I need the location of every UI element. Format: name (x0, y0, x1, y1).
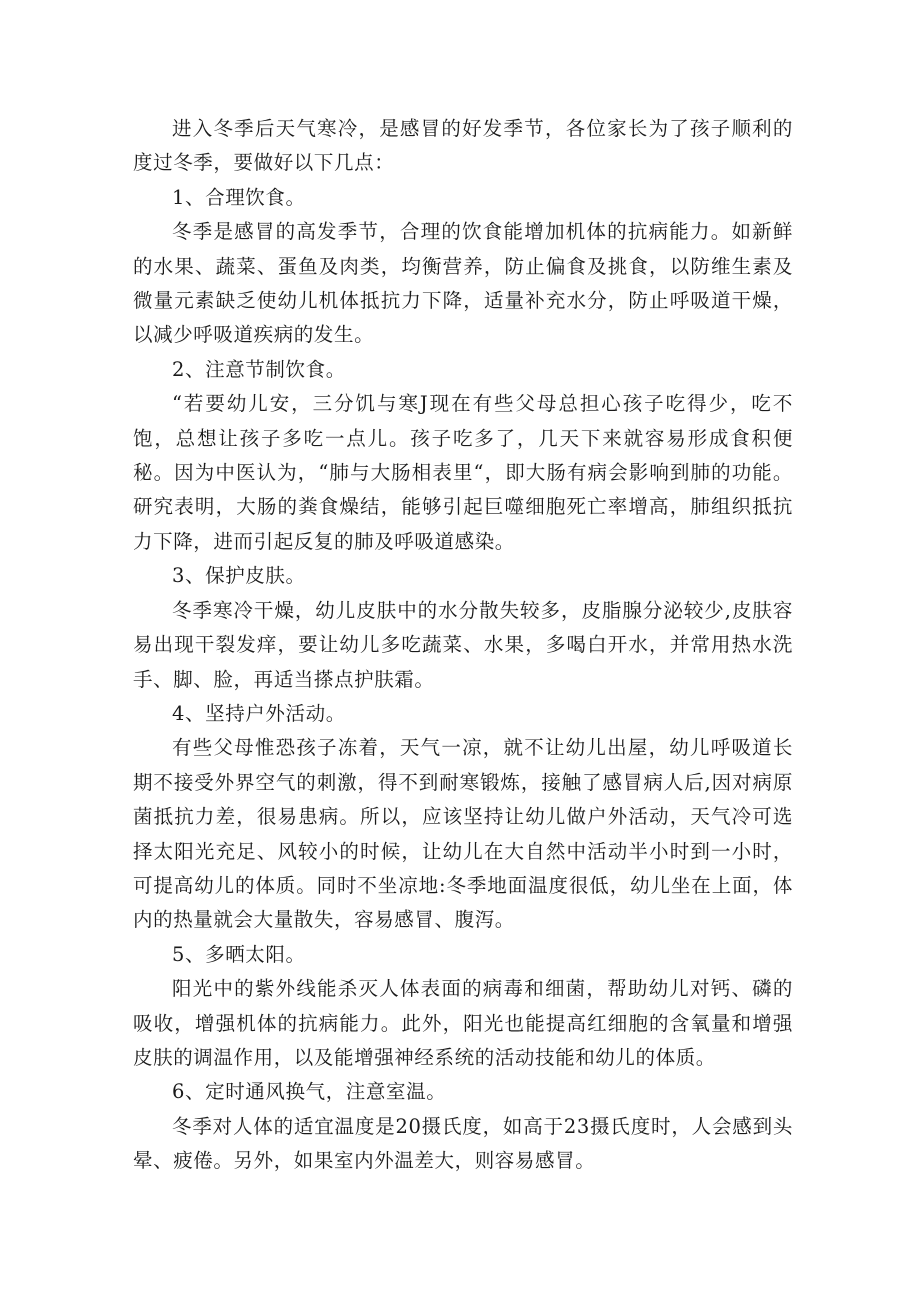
section-2-body: “若要幼儿安，三分饥与寒J现在有些父母总担心孩子吃得少，吃不饱，总想让孩子多吃一点儿。孩子吃多了，几天下来就容易形成食积便秘。因为中医认为，“肺与大肠相表里“，即大肠有病会影响到肺的功能。研究表明，大肠的粪食燥结，能够引起巨噬细胞死亡率增高，肺组织抵抗力下降，进而引起反复的肺及呼吸道感染。 (133, 392, 793, 553)
section-5-heading: 5、多晒太阳。 (172, 942, 306, 966)
section-1-body: 冬季是感冒的高发季节，合理的饮食能增加机体的抗病能力。如新鲜的水果、蔬菜、蛋鱼及肉类，均衡营养，防止偏食及挑食，以防维生素及微量元素缺乏使幼儿机体抵抗力下降，适量补充水分，防止呼吸道干燥，以减少呼吸道疾病的发生。 (133, 220, 793, 347)
section-2-heading: 2、注意节制饮食。 (172, 357, 346, 381)
section-5-body: 阳光中的紫外线能杀灭人体表面的病毒和细菌，帮助幼儿对钙、磷的吸收，增强机体的抗病能力。此外，阳光也能提高红细胞的含氧量和增强皮肤的调温作用，以及能增强神经系统的活动技能和幼儿的体质。 (133, 977, 793, 1069)
intro-paragraph: 进入冬季后天气寒冷，是感冒的好发季节，各位家长为了孩子顺利的度过冬季，要做好以下几点： (133, 117, 793, 175)
section-4-heading: 4、坚持户外活动。 (172, 701, 346, 725)
section-6-body: 冬季对人体的适宜温度是20摄氏度，如高于23摄氏度时，人会感到头晕、疲倦。另外，如果室内外温差大，则容易感冒。 (133, 1114, 793, 1173)
section-6-heading: 6、定时通风换气，注意室温。 (172, 1080, 447, 1104)
section-1-heading: 1、合理饮食。 (172, 185, 306, 209)
section-3-body: 冬季寒冷干燥，幼儿皮肤中的水分散失较多，皮脂腺分泌较少,皮肤容易出现干裂发痒，要让幼儿多吃蔬菜、水果，多喝白开水，并常用热水洗手、脚、脸，再适当搽点护肤霜。 (133, 598, 793, 691)
section-4-body: 有些父母惟恐孩子冻着，天气一凉，就不让幼儿出屋，幼儿呼吸道长期不接受外界空气的刺激，得不到耐寒锻炼，接触了感冒病人后,因对病原菌抵抗力差，很易患病。所以，应该坚持让幼儿做户外活动，天气冷可选择太阳光充足、风较小的时候，让幼儿在大自然中活动半小时到一小时，可提高幼儿的体质。同时不坐凉地:冬季地面温度很低，幼儿坐在上面，体内的热量就会大量散失，容易感冒、腹泻。 (133, 736, 793, 932)
document-page (133, 112, 793, 1179)
section-3-heading: 3、保护皮肤。 (172, 564, 306, 588)
